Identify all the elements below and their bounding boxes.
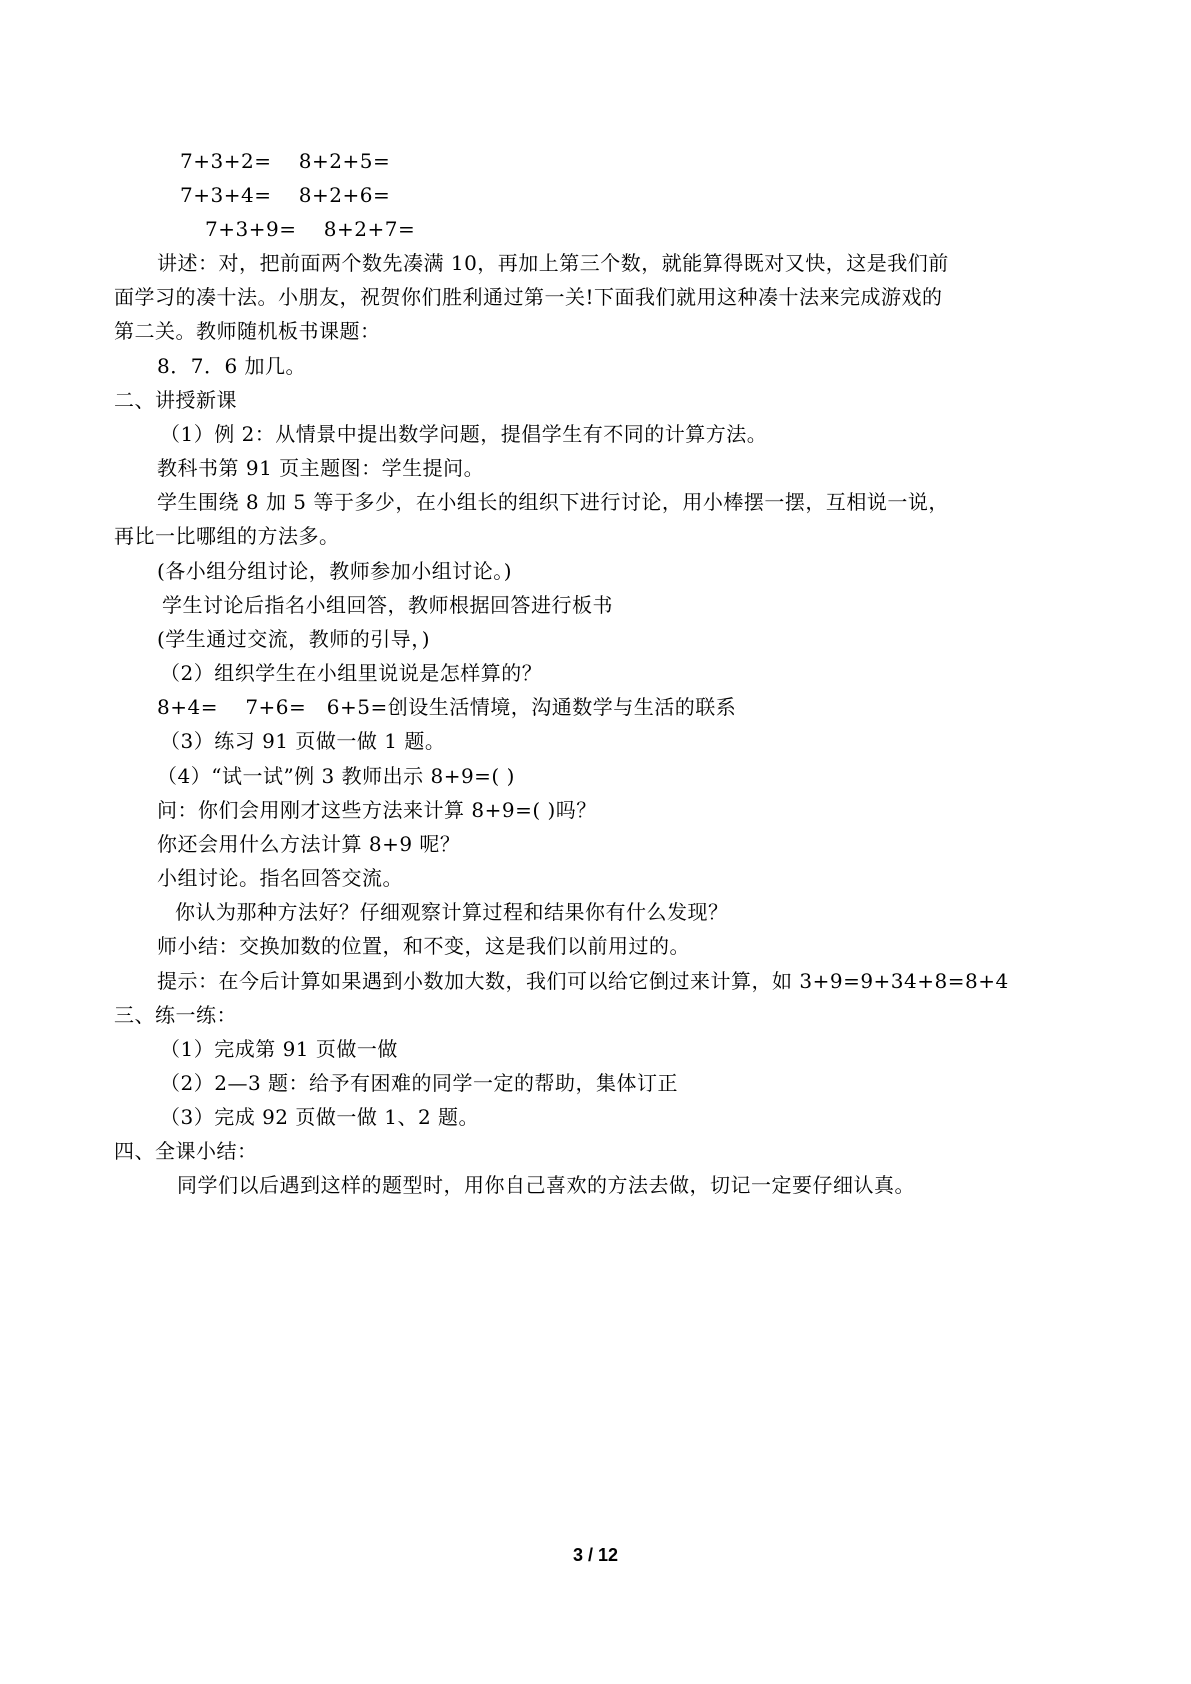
text-line: (各小组分组讨论，教师参加小组讨论。) [157,559,513,583]
text-line: 师小结：交换加数的位置，和不变，这是我们以前用过的。 [157,934,690,958]
text-line: 同学们以后遇到这样的题型时，用你自己喜欢的方法去做，切记一定要仔细认真。 [177,1173,915,1197]
text-line: （2）组织学生在小组里说说是怎样算的？ [160,661,543,685]
text-line: 7+3+9= 8+2+7= [205,217,416,241]
text-line: 学生讨论后指名小组回答，教师根据回答进行板书 [162,593,613,617]
text-line: （3）完成 92 页做一做 1、2 题。 [160,1105,480,1129]
text-line: 你还会用什么方法计算 8+9 呢？ [157,832,461,856]
text-line: 教科书第 91 页主题图：学生提问。 [157,456,485,480]
text-line: 第二关。教师随机板书课题： [114,319,381,343]
text-line: （1）完成第 91 页做一做 [160,1037,398,1061]
text-line: （2）2—3 题：给予有困难的同学一定的帮助，集体订正 [160,1071,679,1095]
text-line: 问：你们会用刚才这些方法来计算 8+9=( )吗？ [157,798,597,822]
text-line: （3）练习 91 页做一做 1 题。 [160,729,446,753]
text-line: （1）例 2：从情景中提出数学问题，提倡学生有不同的计算方法。 [160,422,768,446]
text-line: 8+4= 7+6= 6+5=创设生活情境，沟通数学与生活的联系 [157,695,737,719]
section-heading: 三、练一练： [114,1003,237,1027]
text-line: 你认为那种方法好？仔细观察计算过程和结果你有什么发现？ [175,900,729,924]
text-line: (学生通过交流，教师的引导，) [157,627,431,651]
text-line: 8．7．6 加几。 [157,354,307,378]
section-heading: 二、讲授新课 [114,388,237,412]
page-number: 3 / 12 [572,1545,619,1565]
text-line: 提示：在今后计算如果遇到小数加大数，我们可以给它倒过来计算，如 3+9=9+34+8=8+4 [157,969,1009,993]
text-line: 小组讨论。指名回答交流。 [157,866,403,890]
text-line: 学生围绕 8 加 5 等于多少，在小组长的组织下进行讨论，用小棒摆一摆，互相说一说， [157,490,949,514]
text-line: （4）“试一试”例 3 教师出示 8+9=( ) [157,764,515,788]
text-line: 7+3+4= 8+2+6= [180,183,391,207]
text-line: 讲述：对，把前面两个数先凑满 10，再加上第三个数，就能算得既对又快，这是我们前 [157,251,949,275]
text-line: 再比一比哪组的方法多。 [114,524,340,548]
text-line: 面学习的凑十法。小朋友，祝贺你们胜利通过第一关!下面我们就用这种凑十法来完成游戏的 [114,285,943,309]
section-heading: 四、全课小结： [114,1139,258,1163]
text-line: 7+3+2= 8+2+5= [180,149,391,173]
